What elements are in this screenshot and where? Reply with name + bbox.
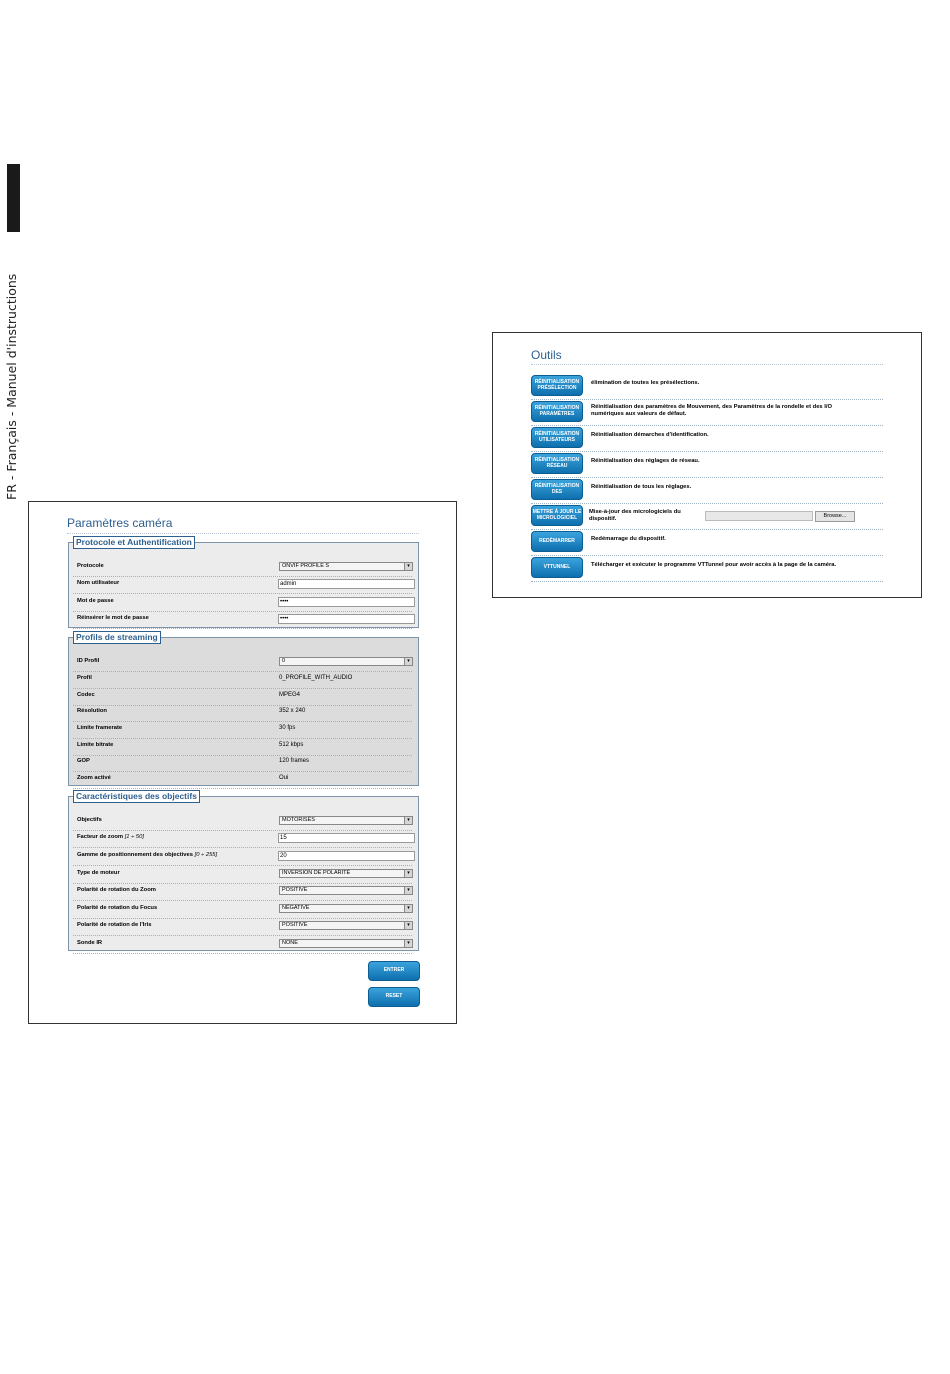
zoom-polarity-select[interactable]: [279, 886, 413, 895]
positioning-range-range: [0 ÷ 255]: [194, 852, 218, 858]
zoom-enabled-label: Zoom activé: [77, 775, 111, 781]
focus-polarity-label: Polarité de rotation du Focus: [77, 905, 158, 911]
motor-type-value: INVERSION DE POLARITÉ: [282, 870, 351, 876]
password-confirm-input[interactable]: ••••: [278, 614, 415, 624]
positioning-range-input[interactable]: 20: [278, 851, 415, 861]
gop-label: GOP: [77, 758, 90, 764]
tools-title: Outils: [531, 348, 562, 362]
chevron-down-icon: ▾: [404, 922, 412, 929]
positioning-range-text: Gamme de positionnement des objectives: [77, 852, 193, 858]
bitrate-label: Limite bitrate: [77, 742, 114, 748]
firmware-update-desc: Mise-à-jour des micrologiciels du dispositif.: [589, 509, 681, 522]
preset-reset-desc: élimination de toutes les présélections.: [591, 380, 700, 386]
profile-id-value: 0: [282, 658, 286, 664]
zoom-factor-row: [73, 830, 412, 848]
lens-select[interactable]: [279, 816, 413, 825]
ir-sensor-label: Sonde IR: [77, 940, 103, 946]
username-input[interactable]: admin: [278, 579, 415, 589]
password-confirm-label: Réinsérer le mot de passe: [77, 615, 149, 621]
iris-polarity-row: [73, 918, 412, 936]
username-row: [73, 576, 412, 594]
all-reset-desc: Réinitialisation de tous les réglages.: [591, 484, 692, 490]
firmware-file-input[interactable]: [705, 511, 813, 521]
zoom-factor-label: [77, 834, 144, 840]
network-reset-row: [531, 451, 883, 478]
chevron-down-icon: ▾: [404, 658, 412, 665]
camera-settings-screenshot: [28, 501, 457, 1024]
reboot-desc: Redémarrage du dispositif.: [591, 536, 666, 542]
zoom-factor-text: Facteur de zoom: [77, 834, 124, 840]
tools-screenshot: [492, 332, 922, 598]
parameters-reset-row: [531, 399, 883, 426]
preset-reset-button[interactable]: RÉINITIALISATION PRÉSÉLECTION: [531, 375, 583, 396]
lens-row: [73, 813, 412, 831]
chevron-down-icon: ▾: [404, 887, 412, 894]
camera-title: Paramètres caméra: [67, 516, 173, 530]
firmware-update-row: [531, 503, 883, 530]
enter-button[interactable]: ENTRER: [368, 961, 420, 981]
focus-polarity-select[interactable]: [279, 904, 413, 913]
network-reset-desc: Réinitialisation des réglages de réseau.: [591, 458, 700, 464]
bitrate-value: 512 kbps: [279, 742, 304, 748]
all-reset-row: [531, 477, 883, 504]
password-label: Mot de passe: [77, 598, 114, 604]
framerate-row: [73, 721, 412, 739]
preset-reset-row: [531, 373, 883, 400]
reboot-button[interactable]: REDÉMARRER: [531, 531, 583, 552]
focus-polarity-row: [73, 901, 412, 919]
browse-button[interactable]: Browse...: [815, 511, 855, 522]
reset-button[interactable]: RESET: [368, 987, 420, 1007]
network-reset-button[interactable]: RÉINITIALISATION RÉSEAU: [531, 453, 583, 474]
protocol-label: Protocole: [77, 563, 104, 569]
chevron-down-icon: ▾: [404, 905, 412, 912]
streaming-legend: Profils de streaming: [73, 631, 161, 644]
ir-sensor-value: NONE: [282, 940, 298, 946]
lens-label: Objectifs: [77, 817, 102, 823]
positioning-range-label: [77, 852, 217, 858]
vttunnel-row: [531, 555, 883, 582]
parameters-reset-button[interactable]: RÉINITIALISATION PARAMÈTRES: [531, 401, 583, 422]
profile-id-label: ID Profil: [77, 658, 100, 664]
protocol-row: [73, 559, 412, 577]
password-input[interactable]: ••••: [278, 597, 415, 607]
codec-label: Codec: [77, 692, 95, 698]
protocol-auth-legend: Protocole et Authentification: [73, 536, 195, 549]
profile-value: 0_PROFILE_WITH_AUDIO: [279, 675, 353, 681]
users-reset-button[interactable]: RÉINITIALISATION UTILISATEURS: [531, 427, 583, 448]
profile-id-select[interactable]: [279, 657, 413, 666]
password-confirm-row: [73, 611, 412, 629]
title-divider: [531, 364, 883, 365]
zoom-enabled-value: Oui: [279, 775, 289, 781]
iris-polarity-label: Polarité de rotation de l'Iris: [77, 922, 152, 928]
users-reset-desc: Réinitialisation démarches d'identification.: [591, 432, 709, 438]
motor-type-select[interactable]: [279, 869, 413, 878]
lens-value: MOTORISÉS: [282, 817, 315, 823]
profile-label: Profil: [77, 675, 92, 681]
chevron-down-icon: ▾: [404, 563, 412, 570]
resolution-label: Résolution: [77, 708, 107, 714]
iris-polarity-select[interactable]: [279, 921, 413, 930]
chevron-down-icon: ▾: [404, 817, 412, 824]
ir-sensor-select[interactable]: [279, 939, 413, 948]
lens-legend: Caractéristiques des objectifs: [73, 790, 200, 803]
username-label: Nom utilisateur: [77, 580, 120, 586]
zoom-factor-range: [1 ÷ 50]: [124, 834, 144, 840]
zoom-polarity-value: POSITIVE: [282, 887, 308, 893]
zoom-enabled-row: [73, 771, 412, 789]
protocol-auth-group: [68, 536, 419, 628]
iris-polarity-value: POSITIVE: [282, 922, 308, 928]
codec-value: MPEG4: [279, 692, 301, 698]
page-side-label: FR - Français - Manuel d'instructions: [4, 273, 19, 500]
protocol-select[interactable]: [279, 562, 413, 571]
chevron-down-icon: ▾: [404, 940, 412, 947]
firmware-update-button[interactable]: METTRE À JOUR LE MICROLOGICIEL: [531, 505, 583, 526]
motor-type-row: [73, 866, 412, 884]
lens-characteristics-group: [68, 790, 419, 951]
resolution-row: [73, 704, 412, 722]
section-marker: [7, 164, 20, 232]
zoom-polarity-row: [73, 883, 412, 901]
resolution-value: 352 x 240: [279, 708, 306, 714]
vttunnel-button[interactable]: VTTUNNEL: [531, 557, 583, 578]
profile-row: [73, 671, 412, 689]
reboot-row: [531, 529, 883, 556]
positioning-range-row: [73, 848, 412, 866]
all-reset-button[interactable]: RÉINITIALISATION DES: [531, 479, 583, 500]
parameters-reset-desc: Réinitialisation des paramètres de Mouvement, des Paramètres de la rondelle et des I/O numériques aux valeurs de défaut.: [591, 404, 832, 417]
streaming-profiles-group: [68, 631, 419, 786]
protocol-value: ONVIF PROFILE S: [282, 563, 330, 569]
framerate-value: 30 fps: [279, 725, 296, 731]
profile-id-row: [73, 654, 412, 672]
gop-row: [73, 754, 412, 772]
users-reset-row: [531, 425, 883, 452]
password-row: [73, 594, 412, 612]
gop-value: 120 frames: [279, 758, 310, 764]
vttunnel-desc: Télécharger et exécuter le programme VTTunnel pour avoir accès à la page de la caméra.: [591, 562, 837, 568]
framerate-label: Limite framerate: [77, 725, 123, 731]
zoom-polarity-label: Polarité de rotation du Zoom: [77, 887, 156, 893]
chevron-down-icon: ▾: [404, 870, 412, 877]
motor-type-label: Type de moteur: [77, 870, 120, 876]
focus-polarity-value: NÉGATIVE: [282, 905, 310, 911]
zoom-factor-input[interactable]: 15: [278, 833, 415, 843]
title-divider: [67, 533, 419, 534]
ir-sensor-row: [73, 936, 412, 954]
